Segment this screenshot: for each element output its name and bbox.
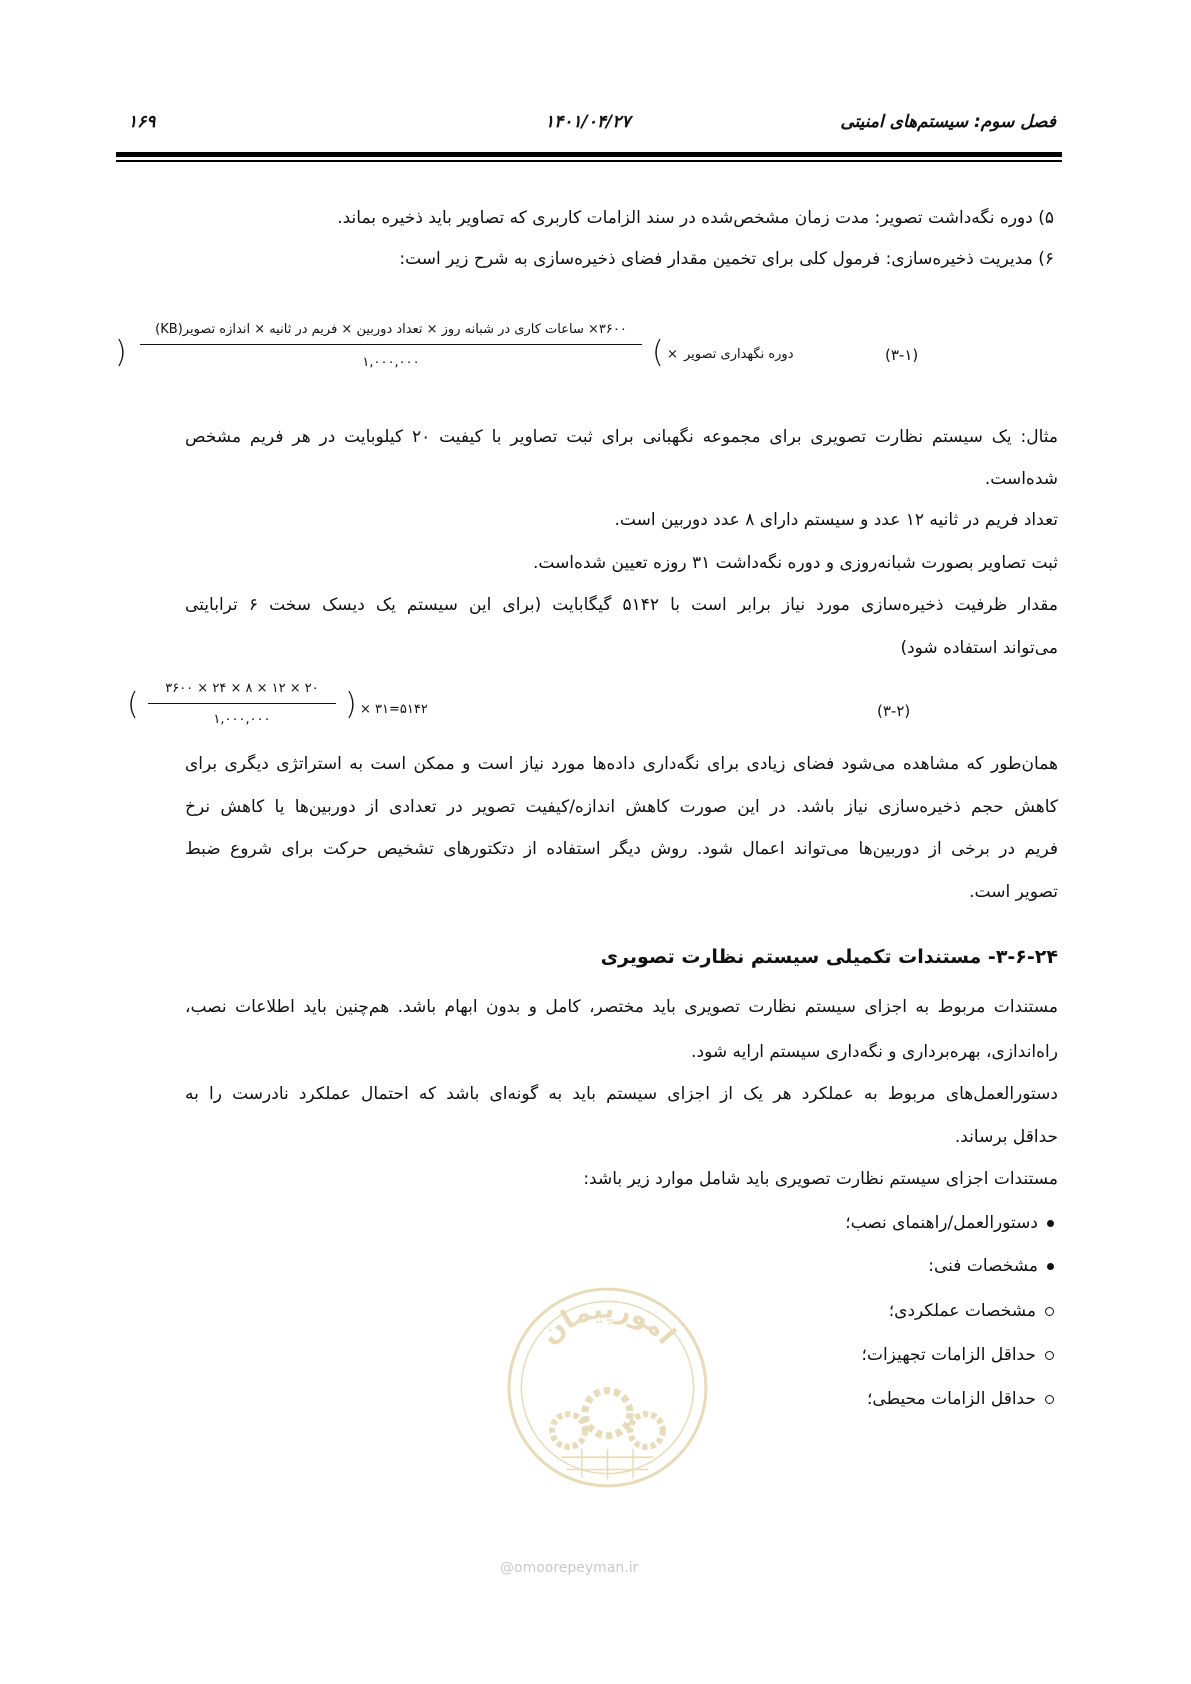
para1-line-2: کاهش حجم ذخیره‌سازی نیاز باشد. در این صورت کاهش اندازه/کیفیت تصویر در تعدادی از دوربین‌ها یا کاهش نرخ bbox=[185, 797, 1058, 817]
formula-2-denominator: ۱,۰۰۰,۰۰۰ bbox=[213, 712, 271, 727]
formula-1-fraction-line bbox=[140, 344, 642, 345]
section-p2-line-2: حداقل برساند. bbox=[954, 1127, 1058, 1147]
bullet-item bbox=[845, 1211, 1054, 1235]
subbullet-item bbox=[867, 1387, 1054, 1411]
example-line-4: ثبت تصاویر بصورت شبانه‌روزی و دوره نگه‌داشت ۳۱ روزه تعیین شده‌است. bbox=[532, 553, 1058, 573]
formula-2-close-paren: ) bbox=[345, 687, 357, 722]
formula-1-times: × bbox=[667, 347, 678, 362]
subbullet-text: مشخصات عملکردی؛ bbox=[888, 1301, 1036, 1321]
header-rule-thin bbox=[116, 160, 1062, 162]
example-line-6: می‌تواند استفاده شود) bbox=[900, 638, 1058, 658]
subbullet-item bbox=[862, 1343, 1054, 1367]
item-5: ۵) دوره نگه‌داشت تصویر: مدت زمان مشخص‌شده در سند الزامات کاربری که تصاویر باید ذخیره بماند. bbox=[337, 208, 1054, 228]
example-line-2: شده‌است. bbox=[984, 469, 1058, 489]
header-date: ۱۴۰۱/۰۴/۲۷ bbox=[545, 112, 631, 132]
formula-1-open-paren: ( bbox=[652, 335, 664, 370]
bullet-text: دستورالعمل/راهنمای نصب؛ bbox=[845, 1213, 1038, 1233]
formula-1-numerator: ۳۶۰۰× ساعات کاری در شبانه روز × تعداد دوربین × فریم در ثانیه × اندازه تصویر(KB) bbox=[155, 322, 627, 337]
item-6: ۶) مدیریت ذخیره‌سازی: فرمول کلی برای تخمین مقدار فضای ذخیره‌سازی به شرح زیر است: bbox=[399, 249, 1054, 269]
subbullet-circle-icon bbox=[1045, 1307, 1054, 1316]
formula-1-right-term: دوره نگهداری تصویر bbox=[684, 347, 794, 362]
watermark-logo-icon bbox=[505, 1285, 710, 1490]
formula-2-number: (۳-۲) bbox=[877, 702, 911, 720]
para1-line-3: فریم در برخی از دوربین‌ها می‌تواند اعمال شود. روش دیگر استفاده از دتکتورهای تشخیص حرکت برای شروع ضبط bbox=[185, 839, 1058, 859]
page-number: ۱۶۹ bbox=[128, 112, 156, 132]
bullet-dot-icon bbox=[1047, 1263, 1054, 1270]
bullet-dot-icon bbox=[1047, 1220, 1054, 1227]
formula-2-open-paren: ( bbox=[127, 687, 139, 722]
section-p3: مستندات اجزای سیستم نظارت تصویری باید شامل موارد زیر باشد: bbox=[583, 1169, 1058, 1189]
watermark-site: @omoorepeyman.ir bbox=[500, 1560, 639, 1576]
bullet-item bbox=[928, 1254, 1054, 1278]
example-line-5: مقدار ظرفیت ذخیره‌سازی مورد نیاز برابر است با ۵۱۴۲ گیگابایت (برای این سیستم یک دیسک سخت ۶ ترابایتی bbox=[185, 595, 1058, 615]
header-rule-thick bbox=[116, 152, 1062, 157]
example-line-3: تعداد فریم در ثانیه ۱۲ عدد و سیستم دارای ۸ عدد دوربین است. bbox=[614, 510, 1058, 530]
subbullet-circle-icon bbox=[1045, 1395, 1054, 1404]
svg-text:امورپیمان: امورپیمان bbox=[534, 1293, 682, 1351]
chapter-title: فصل سوم: سیستم‌های امنیتی bbox=[840, 112, 1056, 132]
subbullet-item bbox=[889, 1299, 1054, 1323]
para1-line-4: تصویر است. bbox=[969, 882, 1058, 902]
section-p2-line-1: دستورالعمل‌های مربوط به عملکرد هر یک از اجزای سیستم باید به گونه‌ای باشد که احتمال عملکرد نادرست را به bbox=[185, 1084, 1058, 1104]
section-p1-line-2: راه‌اندازی، بهره‌برداری و نگه‌داری سیستم ارایه شود. bbox=[691, 1042, 1058, 1062]
section-p1-line-1: مستندات مربوط به اجزای سیستم نظارت تصویری باید مختصر، کامل و بدون ابهام باشد. هم‌چنین باید اطلاعات نصب، bbox=[185, 997, 1058, 1017]
section-heading: ۳-۶-۲۴- مستندات تکمیلی سیستم نظارت تصویری bbox=[600, 946, 1058, 968]
para1-line-1: همان‌طور که مشاهده می‌شود فضای زیادی برای نگه‌داری داده‌ها مورد نیاز است و ممکن است به استراتژی دیگری برای bbox=[185, 754, 1058, 774]
formula-2-result: × ۳۱=۵۱۴۲ bbox=[360, 702, 428, 717]
subbullet-circle-icon bbox=[1045, 1351, 1054, 1360]
subbullet-text: حداقل الزامات تجهیزات؛ bbox=[861, 1345, 1036, 1365]
formula-2-numerator: ۲۰ × ۱۲ × ۸ × ۲۴ × ۳۶۰۰ bbox=[165, 681, 319, 696]
subbullet-text: حداقل الزامات محیطی؛ bbox=[867, 1389, 1036, 1409]
formula-2-fraction-line bbox=[148, 703, 336, 704]
formula-1-number: (۳-۱) bbox=[885, 346, 919, 364]
example-line-1: مثال: یک سیستم نظارت تصویری برای مجموعه نگهبانی برای ثبت تصاویر با کیفیت ۲۰ کیلوبایت در هر فریم مشخص bbox=[185, 427, 1058, 447]
formula-1-close-paren: ) bbox=[115, 335, 127, 370]
bullet-text: مشخصات فنی: bbox=[928, 1256, 1038, 1276]
formula-1-denominator: ۱,۰۰۰,۰۰۰ bbox=[362, 355, 420, 370]
